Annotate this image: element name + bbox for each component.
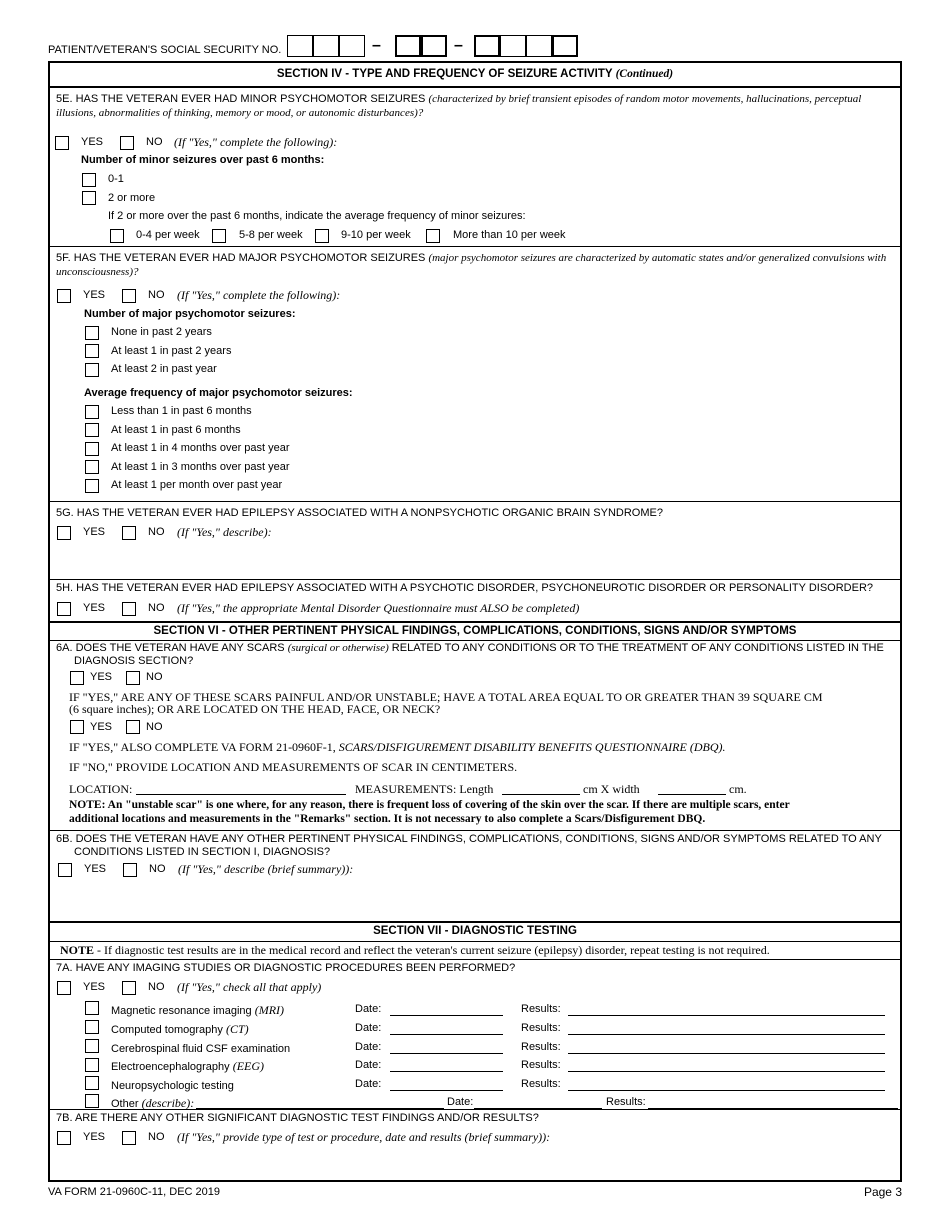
q5f-freq-option-label: At least 1 per month over past year xyxy=(111,479,283,491)
question-5g: 5G. HAS THE VETERAN EVER HAD EPILEPSY ASSOCIATED WITH A NONPSYCHOTIC ORGANIC BRAIN SYNDROME? xyxy=(56,507,663,519)
q6a-if-yes-line2: (6 square inches); OR ARE LOCATED ON THE HEAD, FACE, OR NECK? xyxy=(69,702,441,716)
question-6b-cont: CONDITIONS LISTED IN SECTION I, DIAGNOSIS? xyxy=(74,846,331,858)
q5f-count-option-checkbox[interactable] xyxy=(85,363,99,377)
test-results-label: Results: xyxy=(521,1078,561,1090)
q5e-freq-5-8-label: 5-8 per week xyxy=(239,229,303,241)
q7b-yes-label: YES xyxy=(83,1131,106,1143)
q5f-freq-option-checkbox[interactable] xyxy=(85,460,99,474)
test-date-label: Date: xyxy=(355,1003,382,1015)
q5f-no-checkbox[interactable] xyxy=(122,289,136,303)
test-checkbox[interactable] xyxy=(85,1058,99,1072)
test-results-label: Results: xyxy=(521,1041,561,1053)
test-checkbox[interactable] xyxy=(85,1039,99,1053)
divider xyxy=(48,501,902,502)
test-checkbox[interactable] xyxy=(85,1020,99,1034)
q7b-no-label: NO xyxy=(148,1131,165,1143)
q5h-no-label: NO xyxy=(148,602,165,614)
ssn-dash-1: – xyxy=(372,37,381,54)
q6b-no-checkbox[interactable] xyxy=(123,863,137,877)
q5e-0-1-checkbox[interactable] xyxy=(82,173,96,187)
scar-note-line1: NOTE: An "unstable scar" is one where, for any reason, there is frequent loss of covering of the skin over the scar. If there are multiple scars, enter xyxy=(69,799,790,811)
q5e-instruction: (If "Yes," complete the following): xyxy=(174,135,338,149)
q7a-yes-checkbox[interactable] xyxy=(57,981,71,995)
divider xyxy=(48,1109,902,1110)
q5e-freq-9-10-checkbox[interactable] xyxy=(315,229,329,243)
q5f-yes-label: YES xyxy=(83,289,106,301)
q5f-freq-option-label: Less than 1 in past 6 months xyxy=(111,405,252,417)
q5f-count-option-label: At least 1 in past 2 years xyxy=(111,345,232,357)
q7b-no-checkbox[interactable] xyxy=(122,1131,136,1145)
q5f-count-heading: Number of major psychomotor seizures: xyxy=(84,308,296,320)
test-date-label: Date: xyxy=(355,1022,382,1034)
test-results-input[interactable] xyxy=(568,1071,885,1072)
question-6b: 6B. DOES THE VETERAN HAVE ANY OTHER PERTINENT PHYSICAL FINDINGS, COMPLICATIONS, CONDITIONS, SIGNS AND/OR SYMPTOMS RELATED TO ANY xyxy=(56,833,882,845)
q6a-scar-yes-checkbox[interactable] xyxy=(70,720,84,734)
q5f-freq-option-checkbox[interactable] xyxy=(85,423,99,437)
test-results-label: Results: xyxy=(521,1022,561,1034)
q6a-scar-no-checkbox[interactable] xyxy=(126,720,140,734)
location-input[interactable] xyxy=(136,794,346,795)
ssn-digit-4[interactable] xyxy=(395,35,421,57)
q6a-also-complete: IF "YES," ALSO COMPLETE VA FORM 21-0960F-1, SCARS/DISFIGUREMENT DISABILITY BENEFITS QUESTIONNAIRE (DBQ). xyxy=(69,740,726,754)
test-date-input[interactable] xyxy=(390,1090,503,1091)
test-date-input[interactable] xyxy=(390,1034,503,1035)
test-name: Magnetic resonance imaging (MRI) xyxy=(111,1003,285,1017)
test-date-input[interactable] xyxy=(390,1071,503,1072)
q5h-no-checkbox[interactable] xyxy=(122,602,136,616)
q5e-0-1-label: 0-1 xyxy=(108,173,124,185)
q7a-no-label: NO xyxy=(148,981,165,993)
q5e-freq-10plus-label: More than 10 per week xyxy=(453,229,566,241)
test-date-label: Date: xyxy=(355,1041,382,1053)
q5e-no-checkbox[interactable] xyxy=(120,136,134,150)
q5e-freq-prompt: If 2 or more over the past 6 months, indicate the average frequency of minor seizures: xyxy=(108,210,526,222)
divider xyxy=(48,830,902,831)
ssn-digit-8[interactable] xyxy=(526,35,552,57)
q5f-count-option-checkbox[interactable] xyxy=(85,344,99,358)
q6a-if-yes-line1: IF "YES," ARE ANY OF THESE SCARS PAINFUL AND/OR UNSTABLE; HAVE A TOTAL AREA EQUAL TO OR GREATER THAN 39 SQUARE CM xyxy=(69,690,823,704)
q6b-instruction: (If "Yes," describe (brief summary)): xyxy=(178,862,354,876)
test-checkbox[interactable] xyxy=(85,1001,99,1015)
test-other-label: Other (describe): xyxy=(111,1096,195,1110)
question-5h: 5H. HAS THE VETERAN EVER HAD EPILEPSY ASSOCIATED WITH A PSYCHOTIC DISORDER, PSYCHONEUROTIC DISORDER OR PERSONALITY DISORDER? xyxy=(56,582,874,594)
q5g-no-checkbox[interactable] xyxy=(122,526,136,540)
test-results-input[interactable] xyxy=(568,1034,885,1035)
width-label: cm X width xyxy=(583,782,640,796)
test-date-input[interactable] xyxy=(390,1053,503,1054)
q6b-no-label: NO xyxy=(149,863,166,875)
question-7b: 7B. ARE THERE ANY OTHER SIGNIFICANT DIAGNOSTIC TEST FINDINGS AND/OR RESULTS? xyxy=(56,1112,539,1124)
test-name: Neuropsychologic testing xyxy=(111,1080,234,1092)
q7a-instruction: (If "Yes," check all that apply) xyxy=(177,980,322,994)
q7b-yes-checkbox[interactable] xyxy=(57,1131,71,1145)
q7b-description-area[interactable] xyxy=(56,1149,896,1177)
question-7a: 7A. HAVE ANY IMAGING STUDIES OR DIAGNOSTIC PROCEDURES BEEN PERFORMED? xyxy=(56,962,516,974)
section-vii-note: NOTE - If diagnostic test results are in the medical record and reflect the veteran's current seizure (epilepsy) disorder, repeat testing is not required. xyxy=(60,943,770,957)
width-input[interactable] xyxy=(658,794,726,795)
measurements-label: MEASUREMENTS: Length xyxy=(355,782,494,796)
q5f-freq-option-checkbox[interactable] xyxy=(85,405,99,419)
section-iv-title: SECTION IV - TYPE AND FREQUENCY OF SEIZURE ACTIVITY (Continued) xyxy=(276,68,674,80)
q5e-freq-9-10-label: 9-10 per week xyxy=(341,229,411,241)
q6a-no-checkbox[interactable] xyxy=(126,671,140,685)
q6a-if-no: IF "NO," PROVIDE LOCATION AND MEASUREMENTS OF SCAR IN CENTIMETERS. xyxy=(69,760,518,774)
test-results-label: Results: xyxy=(521,1003,561,1015)
q6b-yes-label: YES xyxy=(84,863,107,875)
test-checkbox[interactable] xyxy=(85,1076,99,1090)
question-6a: 6A. DOES THE VETERAN HAVE ANY SCARS (surgical or otherwise) RELATED TO ANY CONDITIONS OR TO THE TREATMENT OF ANY CONDITIONS LISTED IN THE xyxy=(56,642,884,654)
ssn-digit-5[interactable] xyxy=(421,35,447,57)
q5f-freq-option-label: At least 1 in past 6 months xyxy=(111,424,241,436)
q6b-description-area[interactable] xyxy=(56,882,896,918)
divider xyxy=(48,621,902,623)
ssn-digit-6[interactable] xyxy=(474,35,500,57)
q5e-freq-5-8-checkbox[interactable] xyxy=(212,229,226,243)
question-6a-cont: DIAGNOSIS SECTION? xyxy=(74,655,194,667)
q5g-yes-label: YES xyxy=(83,526,106,538)
test-results-input[interactable] xyxy=(568,1015,885,1016)
q5e-yes-checkbox[interactable] xyxy=(55,136,69,150)
q5e-freq-0-4-checkbox[interactable] xyxy=(110,229,124,243)
test-results-label: Results: xyxy=(521,1059,561,1071)
divider xyxy=(48,959,902,960)
q5f-count-option-label: At least 2 in past year xyxy=(111,363,217,375)
ssn-digit-9[interactable] xyxy=(552,35,578,57)
test-date-label: Date: xyxy=(355,1078,382,1090)
ssn-digit-1[interactable] xyxy=(287,35,313,57)
footer-page-number: Page 3 xyxy=(863,1185,902,1199)
q5h-instruction: (If "Yes," the appropriate Mental Disorder Questionnaire must ALSO be completed) xyxy=(177,601,580,615)
test-date-input[interactable] xyxy=(390,1015,503,1016)
q6a-yes-checkbox[interactable] xyxy=(70,671,84,685)
length-input[interactable] xyxy=(502,794,580,795)
q6a-scar-yes-label: YES xyxy=(90,721,113,733)
q5e-count-heading: Number of minor seizures over past 6 months: xyxy=(81,154,325,166)
test-other-checkbox[interactable] xyxy=(85,1094,99,1108)
q5f-freq-option-checkbox[interactable] xyxy=(85,442,99,456)
divider xyxy=(48,941,902,942)
q5f-instruction: (If "Yes," complete the following): xyxy=(177,288,341,302)
test-results-input[interactable] xyxy=(568,1090,885,1091)
cm-label: cm. xyxy=(729,782,747,796)
q5f-freq-option-checkbox[interactable] xyxy=(85,479,99,493)
q5g-yes-checkbox[interactable] xyxy=(57,526,71,540)
test-other-results-label: Results: xyxy=(606,1096,646,1108)
q5e-2-more-label: 2 or more xyxy=(108,192,156,204)
ssn-digit-3[interactable] xyxy=(339,35,365,57)
location-label: LOCATION: xyxy=(69,782,133,796)
ssn-label: PATIENT/VETERAN'S SOCIAL SECURITY NO. xyxy=(48,44,282,56)
section-vii-title: SECTION VII - DIAGNOSTIC TESTING xyxy=(373,925,577,937)
q5f-no-label: NO xyxy=(148,289,165,301)
divider xyxy=(48,246,902,247)
q5f-count-option-checkbox[interactable] xyxy=(85,326,99,340)
divider xyxy=(48,579,902,580)
q5e-freq-10plus-checkbox[interactable] xyxy=(426,229,440,243)
test-other-date-label: Date: xyxy=(447,1096,474,1108)
q7a-yes-label: YES xyxy=(83,981,106,993)
question-5f: 5F. HAS THE VETERAN EVER HAD MAJOR PSYCHOMOTOR SEIZURES (major psychomotor seizures are characterized by automatic states and/or generalized convulsions with unconsciousness)? xyxy=(56,252,887,278)
footer-form-id: VA FORM 21-0960C-11, DEC 2019 xyxy=(48,1186,221,1198)
test-results-input[interactable] xyxy=(568,1053,885,1054)
divider xyxy=(48,921,902,923)
divider xyxy=(48,86,902,88)
q5g-description-area[interactable] xyxy=(56,545,896,575)
q7a-no-checkbox[interactable] xyxy=(122,981,136,995)
q5f-freq-option-label: At least 1 in 3 months over past year xyxy=(111,461,290,473)
q5f-freq-option-label: At least 1 in 4 months over past year xyxy=(111,442,290,454)
q7b-instruction: (If "Yes," provide type of test or procedure, date and results (brief summary)): xyxy=(177,1130,551,1144)
question-5e: 5E. HAS THE VETERAN EVER HAD MINOR PSYCHOMOTOR SEIZURES (characterized by brief transient episodes of random motor movements, hallucinations, perceptual illusions, abnormalities of thinking, memory or mood, or autonomic disturbances)? xyxy=(56,93,862,119)
q5g-no-label: NO xyxy=(148,526,165,538)
test-name: Cerebrospinal fluid CSF examination xyxy=(111,1043,291,1055)
q5f-yes-checkbox[interactable] xyxy=(57,289,71,303)
q6b-yes-checkbox[interactable] xyxy=(58,863,72,877)
q5e-freq-0-4-label: 0-4 per week xyxy=(136,229,200,241)
test-name: Electroencephalography (EEG) xyxy=(111,1059,265,1073)
q5g-instruction: (If "Yes," describe): xyxy=(177,525,272,539)
q6a-yes-label: YES xyxy=(90,671,113,683)
q5e-no-label: NO xyxy=(146,136,163,148)
q5e-yes-label: YES xyxy=(81,136,104,148)
test-name: Computed tomography (CT) xyxy=(111,1022,249,1036)
ssn-digit-7[interactable] xyxy=(500,35,526,57)
scar-note-line2: additional locations and measurements in the "Remarks" section. It is not necessary to also complete a Scars/Disfigurement DBQ. xyxy=(69,813,706,825)
test-date-label: Date: xyxy=(355,1059,382,1071)
q5e-2-more-checkbox[interactable] xyxy=(82,191,96,205)
q5f-count-option-label: None in past 2 years xyxy=(111,326,212,338)
q5f-freq-heading: Average frequency of major psychomotor seizures: xyxy=(84,387,353,399)
q6a-no-label: NO xyxy=(146,671,163,683)
q6a-scar-no-label: NO xyxy=(146,721,163,733)
q5h-yes-checkbox[interactable] xyxy=(57,602,71,616)
ssn-digit-2[interactable] xyxy=(313,35,339,57)
ssn-dash-2: – xyxy=(454,37,463,54)
q5h-yes-label: YES xyxy=(83,602,106,614)
section-vi-title: SECTION VI - OTHER PERTINENT PHYSICAL FINDINGS, COMPLICATIONS, CONDITIONS, SIGNS AND/OR SYMPTOMS xyxy=(153,625,797,637)
